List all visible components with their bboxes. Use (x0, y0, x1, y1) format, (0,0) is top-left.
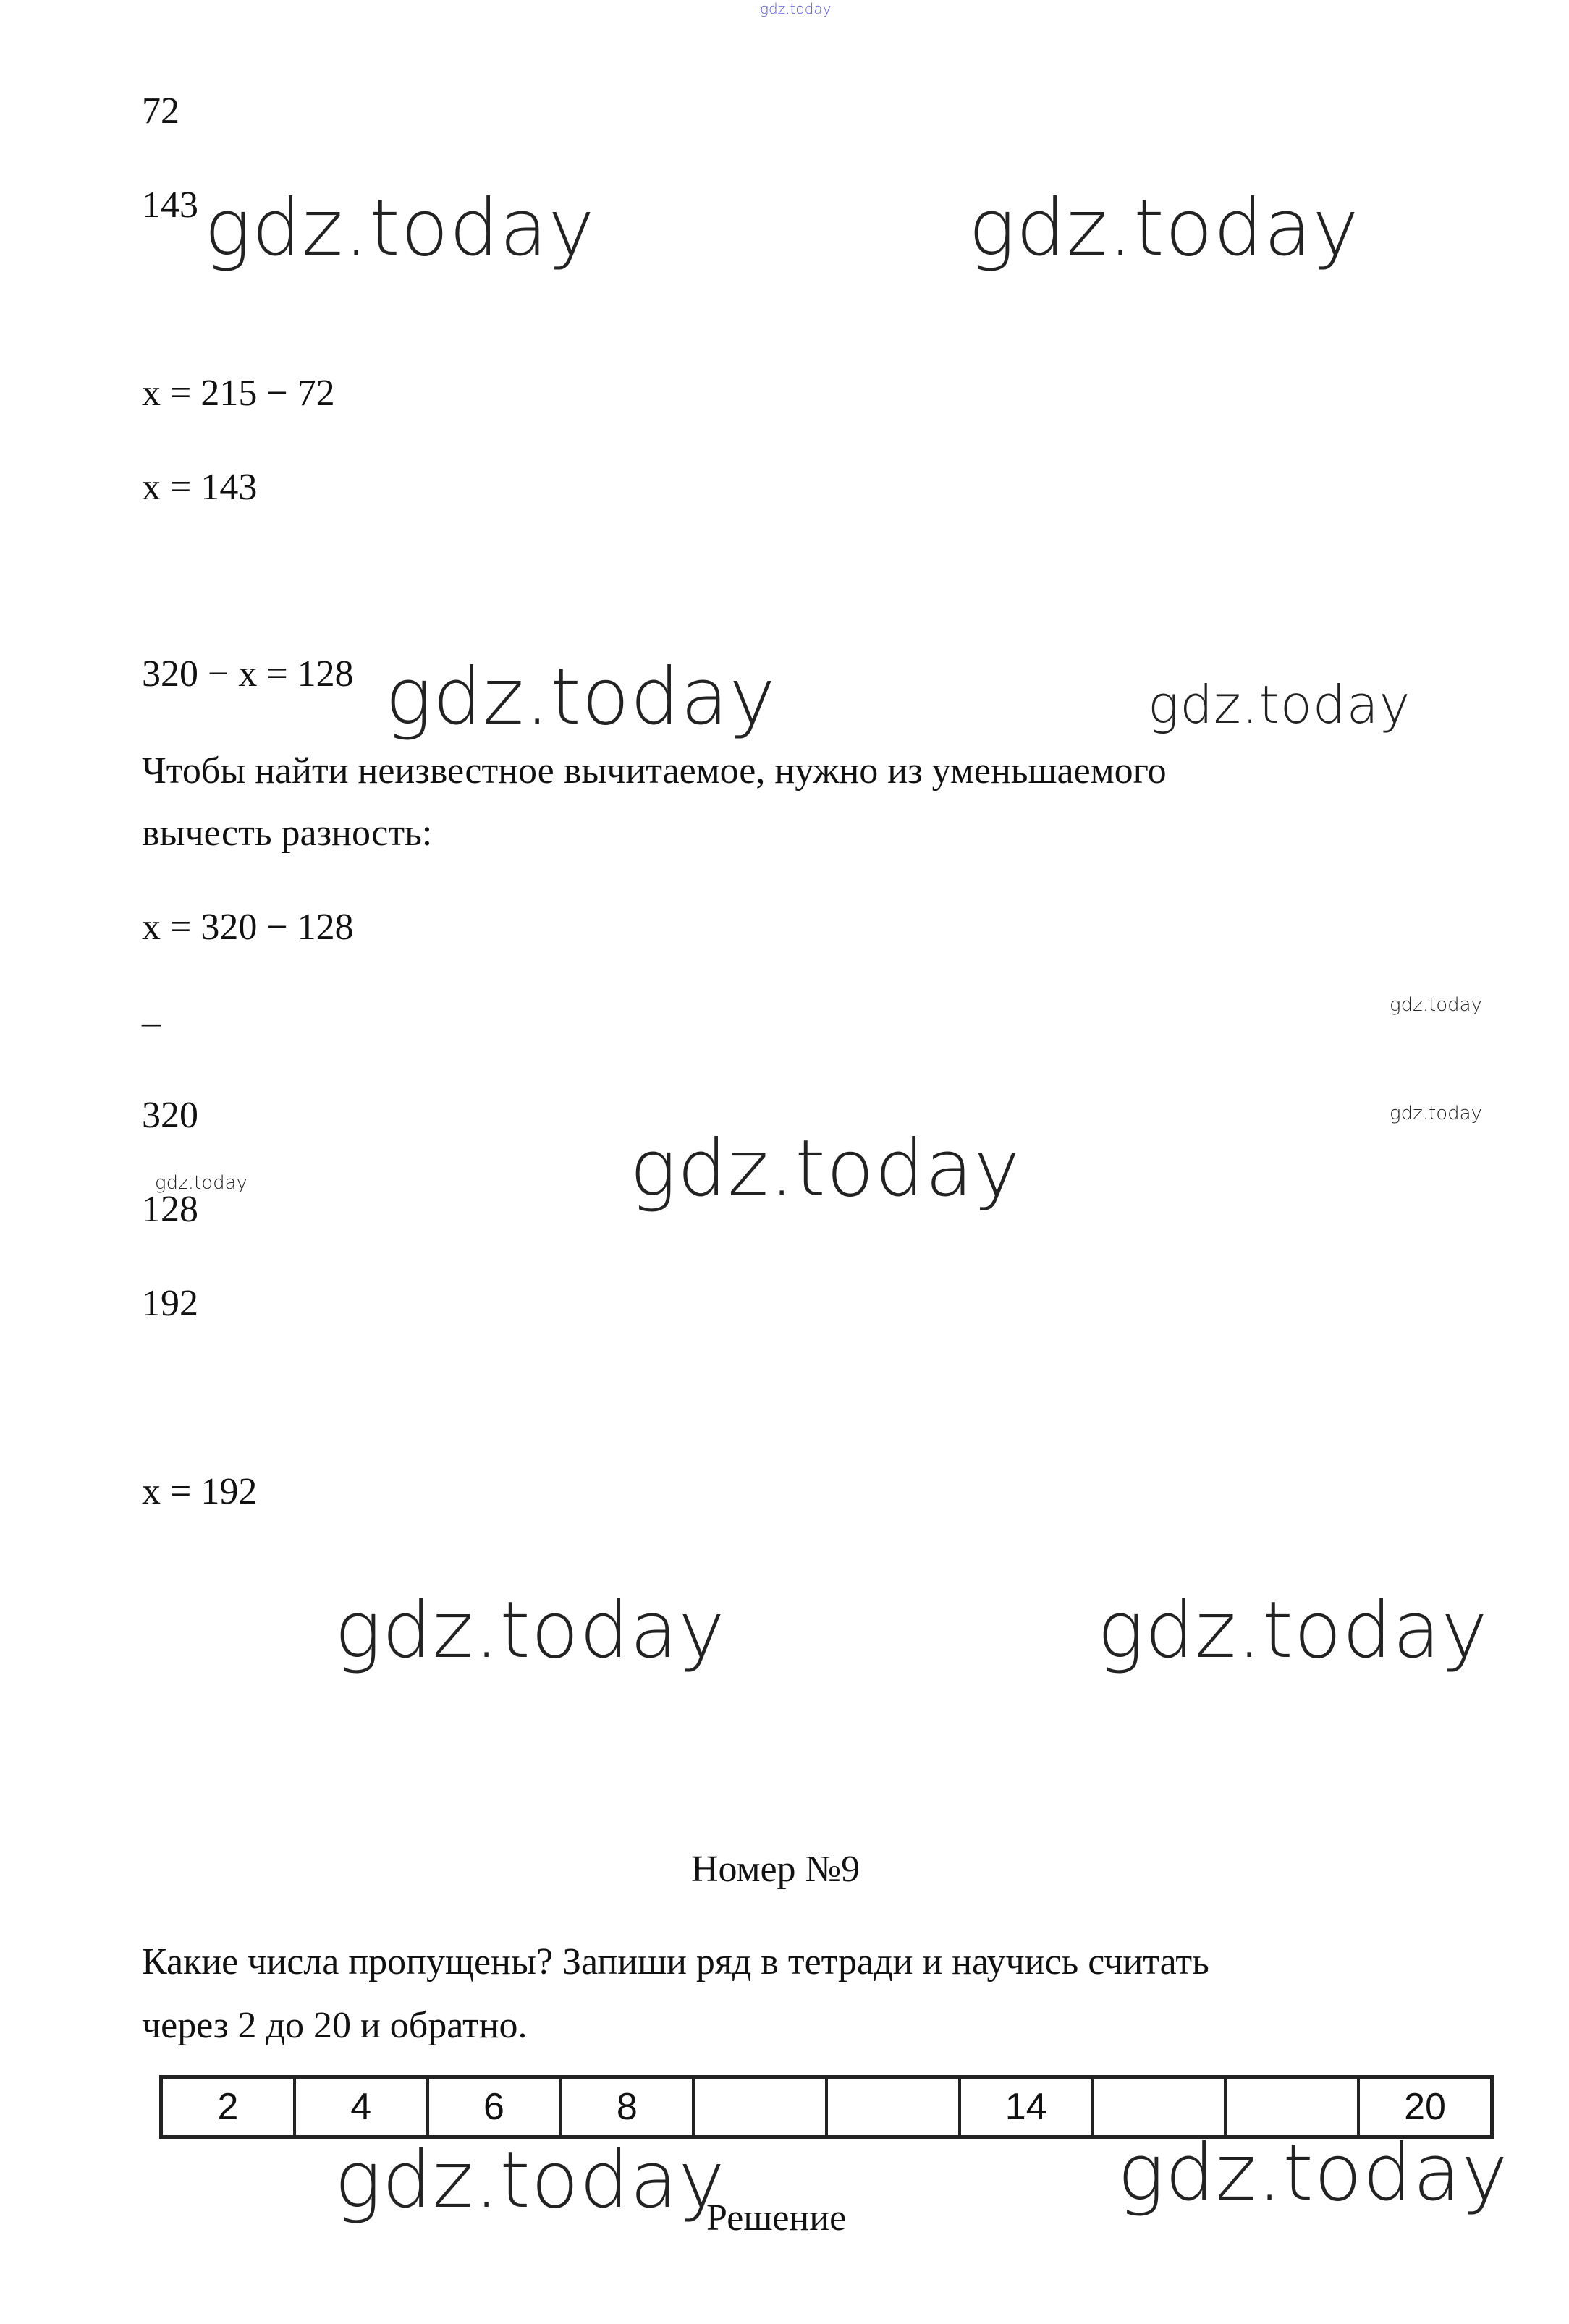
sequence-cell: 4 (296, 2079, 429, 2135)
sequence-cell (695, 2079, 828, 2135)
sequence-cell (1227, 2079, 1360, 2135)
watermark: gdz.today (385, 652, 777, 742)
watermark: gdz.today (1117, 2128, 1509, 2218)
rule-text: вычесть разность: (142, 813, 433, 854)
equation-line: x = 215 − 72 (142, 373, 335, 414)
watermark: gdz.today (1390, 1103, 1482, 1124)
column-number: 128 (142, 1189, 198, 1230)
watermark: gdz.today (968, 183, 1360, 273)
line-143: 143 (142, 185, 198, 226)
watermark: gdz.today (334, 1585, 726, 1676)
equation-line: 320 − x = 128 (142, 653, 354, 695)
sequence-cell (828, 2079, 961, 2135)
sequence-cell: 20 (1404, 2086, 1446, 2128)
line-72: 72 (142, 90, 179, 132)
sequence-cell: 14 (961, 2079, 1094, 2135)
watermark: gdz.today (1097, 1585, 1489, 1676)
watermark: gdz.today (204, 183, 596, 273)
sequence-cell: 8 (562, 2079, 695, 2135)
column-result: 192 (142, 1283, 198, 1324)
column-operator: _ (142, 989, 161, 1030)
column-number: 320 (142, 1095, 198, 1136)
task-text: Какие числа пропущены? Запиши ряд в тетради и научись считать (142, 1941, 1209, 1982)
watermark: gdz.today (630, 1124, 1021, 1214)
sequence-cell: 2 (163, 2079, 296, 2135)
solution-label: Решение (706, 2197, 847, 2239)
answer-line: x = 192 (142, 1471, 258, 1512)
watermark: gdz.today (1148, 674, 1411, 735)
watermark: gdz.today (155, 1172, 248, 1194)
task-heading: Номер №9 (691, 1849, 860, 1890)
rule-text: Чтобы найти неизвестное вычитаемое, нужно из уменьшаемого (142, 750, 1167, 792)
watermark: gdz.today (334, 2135, 726, 2226)
watermark-tiny: gdz.today (760, 0, 832, 17)
sequence-cell (1094, 2079, 1227, 2135)
sequence-cell: 6 (429, 2079, 562, 2135)
equation-line: x = 143 (142, 467, 258, 508)
equation-line: x = 320 − 128 (142, 907, 354, 948)
watermark: gdz.today (1390, 994, 1482, 1016)
task-text: через 2 до 20 и обратно. (142, 2005, 528, 2046)
